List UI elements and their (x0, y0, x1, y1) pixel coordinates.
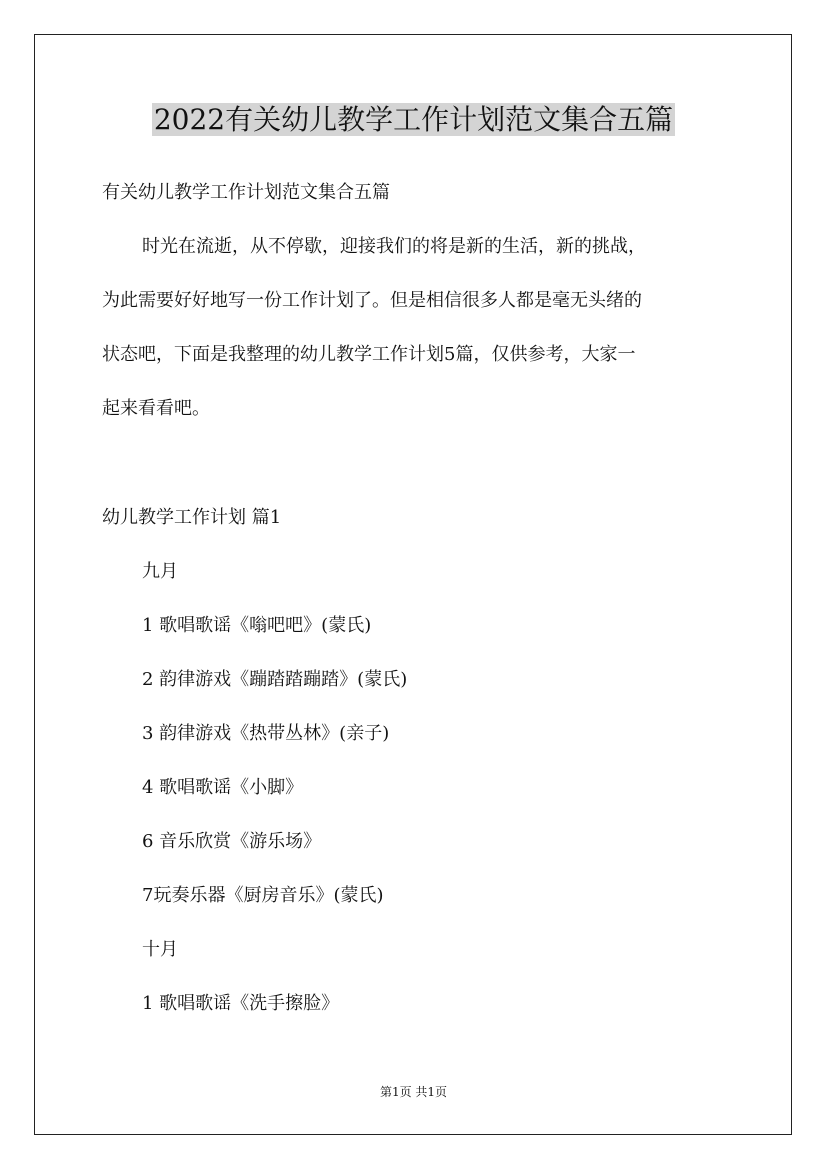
intro-line-1: 时光在流逝，从不停歇，迎接我们的将是新的生活，新的挑战， (142, 236, 646, 257)
page-footer: 第1页 共1页 (379, 1085, 448, 1099)
section-heading: 幼儿教学工作计划 篇1 (102, 507, 282, 528)
document-subtitle: 有关幼儿教学工作计划范文集合五篇 (102, 182, 390, 203)
list-item: 6 音乐欣赏《游乐场》 (142, 831, 322, 852)
document-title: 2022有关幼儿教学工作计划范文集合五篇 (153, 103, 674, 136)
list-item: 1 歌唱歌谣《洗手擦脸》 (142, 993, 340, 1014)
list-item: 4 歌唱歌谣《小脚》 (142, 777, 304, 798)
list-item: 1 歌唱歌谣《嗡吧吧》(蒙氏) (142, 615, 372, 636)
month-heading-september: 九月 (142, 561, 178, 582)
intro-line-3: 状态吧，下面是我整理的幼儿教学工作计划5篇，仅供参考，大家一 (102, 344, 636, 365)
list-item: 2 韵律游戏《蹦踏踏蹦踏》(蒙氏) (142, 669, 408, 690)
list-item: 3 韵律游戏《热带丛林》(亲子) (142, 723, 390, 744)
list-item: 7玩奏乐器《厨房音乐》(蒙氏) (142, 885, 384, 906)
intro-line-2: 为此需要好好地写一份工作计划了。但是相信很多人都是毫无头绪的 (102, 290, 642, 311)
month-heading-october: 十月 (142, 939, 178, 960)
intro-line-4: 起来看看吧。 (102, 398, 210, 419)
